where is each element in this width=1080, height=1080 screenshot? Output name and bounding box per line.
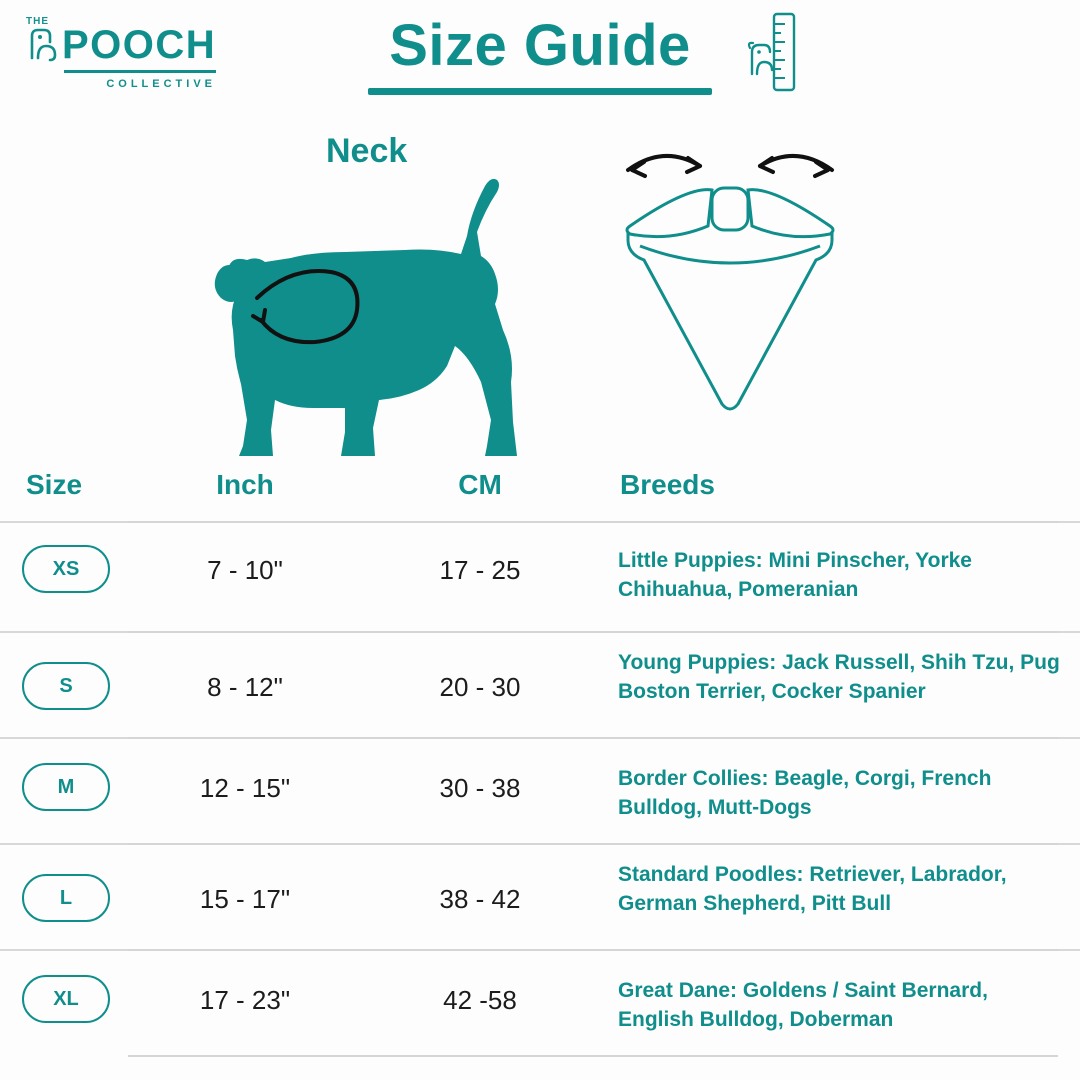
brand-name-text: POOCH [62,23,217,67]
cell-cm: 17 - 25 [439,555,521,585]
table-row [0,521,1080,631]
cell-cm: 30 - 38 [439,773,521,803]
title-underline [368,88,712,95]
cell-breeds: Standard Poodles: Retriever, Labrador, German Shepherd, Pitt Bull [618,863,1007,915]
ruler-with-dog-icon [744,12,796,92]
size-badge: XL [22,975,110,1023]
size-badge: M [22,763,110,811]
bandana-outline-icon [600,130,860,435]
size-badge: XS [22,545,110,593]
table-bottom-divider [128,1055,1058,1057]
size-badge: L [22,874,110,922]
cell-inch: 12 - 15" [199,773,291,803]
page-title: Size Guide [389,13,691,78]
cell-breeds: Border Collies: Beagle, Corgi, French Bulldog, Mutt-Dogs [618,767,992,819]
neck-label: Neck [326,132,408,170]
cell-breeds: Young Puppies: Jack Russell, Shih Tzu, Pug Boston Terrier, Cocker Spanier [618,651,1060,703]
cell-breeds: Little Puppies: Mini Pinscher, Yorke Chihuahua, Pomeranian [618,549,972,601]
cell-inch: 8 - 12" [207,672,283,702]
table-row [0,737,1080,843]
column-header-cm: CM [458,469,502,500]
page-header [0,0,1080,110]
cell-cm: 20 - 30 [439,672,521,702]
size-badge: S [22,662,110,710]
cell-breeds: Great Dane: Goldens / Saint Bernard, English Bulldog, Doberman [618,979,988,1031]
table-body [0,521,1080,1055]
cell-cm: 42 -58 [443,985,517,1015]
brand-the-text: THE [26,16,49,27]
cell-cm: 38 - 42 [439,884,521,914]
illustration-area [0,110,1080,450]
double-arrow-icon [628,156,832,176]
column-header-inch: Inch [216,469,274,500]
cell-inch: 7 - 10" [207,555,283,585]
cell-inch: 15 - 17" [199,884,291,914]
cell-inch: 17 - 23" [199,985,291,1015]
column-header-size: Size [26,469,83,500]
table-row [0,631,1080,737]
table-header-row [0,455,1080,521]
column-header-breeds: Breeds [620,469,715,500]
table-row [0,843,1080,949]
size-table [0,455,1080,1055]
dog-silhouette-icon [195,170,555,465]
table-row [0,949,1080,1055]
brand-collective-text: COLLECTIVE [106,78,216,90]
